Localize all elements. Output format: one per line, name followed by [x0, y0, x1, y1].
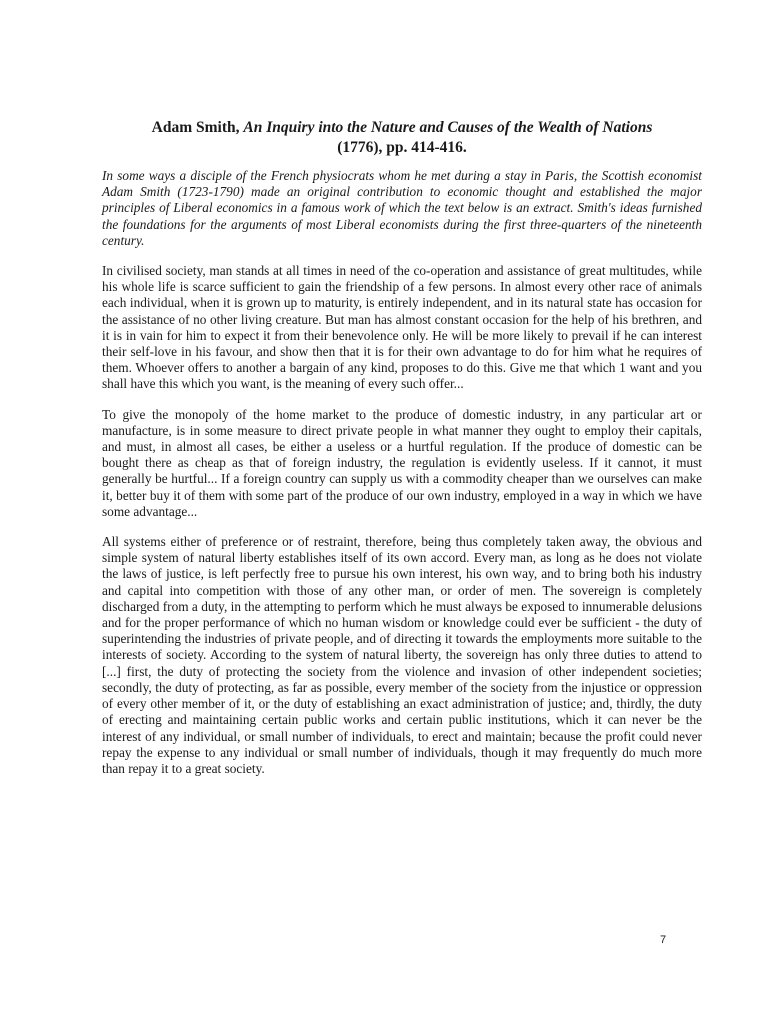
document-page [102, 118, 702, 791]
page-number: 7 [660, 934, 667, 946]
intro-paragraph: In some ways a disciple of the French physiocrats whom he met during a stay in Paris, the Scottish economist Adam Smith (1723-1790) made an original contribution to economic thought and established the major principles of Liberal economics in a famous work of which the text below is an extract. Smith's ideas furnished the foundations for the arguments of most Liberal economists during the first three-quarters of the nineteenth century. [102, 168, 702, 248]
body-paragraph-3: All systems either of preference or of restraint, therefore, being thus completely taken away, the obvious and simple system of natural liberty establishes itself of its own accord. Every man, as long as he does not violate the laws of justice, is left perfectly free to pursue his own interest, his own way, and to bring both his industry and capital into competition with those of any other man, or order of men. The sovereign is completely discharged from a duty, in the attempting to perform which he must always be exposed to innumerable delusions and for the proper performance of which no human wisdom or knowledge could ever be sufficient - the duty of superintending the industries of private people, and of directing it towards the employments more suitable to the interests of society. According to the system of natural liberty, the sovereign has only three duties to attend to [...] first, the duty of protecting the society from the violence and invasion of other independent societies; secondly, the duty of protecting, as far as possible, every member of the society from the injustice or oppression of every other member of it, or the duty of establishing an exact administration of justice; and, thirdly, the duty of erecting and maintaining certain public works and certain public institutions, which it can never be the interest of any individual, or small number of individuals, to erect and maintain; because the profit could never repay the expense to any individual or small number of individuals, though it may frequently do much more than repay it to a great society. [102, 534, 702, 776]
title-work: An Inquiry into the Nature and Causes of the Wealth of Nations [243, 119, 653, 136]
title-details: (1776), pp. 414-416. [337, 139, 467, 156]
title-author: Adam Smith, [151, 119, 240, 136]
document-title [102, 118, 702, 158]
body-paragraph-2: To give the monopoly of the home market to the produce of domestic industry, in any particular art or manufacture, is in some measure to direct private people in what manner they ought to employ their capitals, and must, in almost all cases, be either a useless or a hurtful regulation. If the produce of domestic can be bought there as cheap as that of foreign industry, the regulation is evidently useless. If it cannot, it must generally be hurtful... If a foreign country can supply us with a commodity cheaper than we ourselves can make it, better buy it of them with some part of the produce of our own industry, employed in a way in which we have some advantage... [102, 406, 702, 519]
body-paragraph-1: In civilised society, man stands at all times in need of the co-operation and assistance of great multitudes, while his whole life is scarce sufficient to gain the friendship of a few persons. In almost every other race of animals each individual, when it is grown up to maturity, is entirely independent, and in its natural state has occasion for the assistance of no other living creature. But man has almost constant occasion for the help of his brethren, and it is in vain for him to expect it from their benevolence only. He will be more likely to prevail if he can interest their self-love in his favour, and show then that it is for their own advantage to do for him what he requires of them. Whoever offers to another a bargain of any kind, proposes to do this. Give me that which 1 want and you shall have this which you want, is the meaning of every such offer... [102, 263, 702, 392]
